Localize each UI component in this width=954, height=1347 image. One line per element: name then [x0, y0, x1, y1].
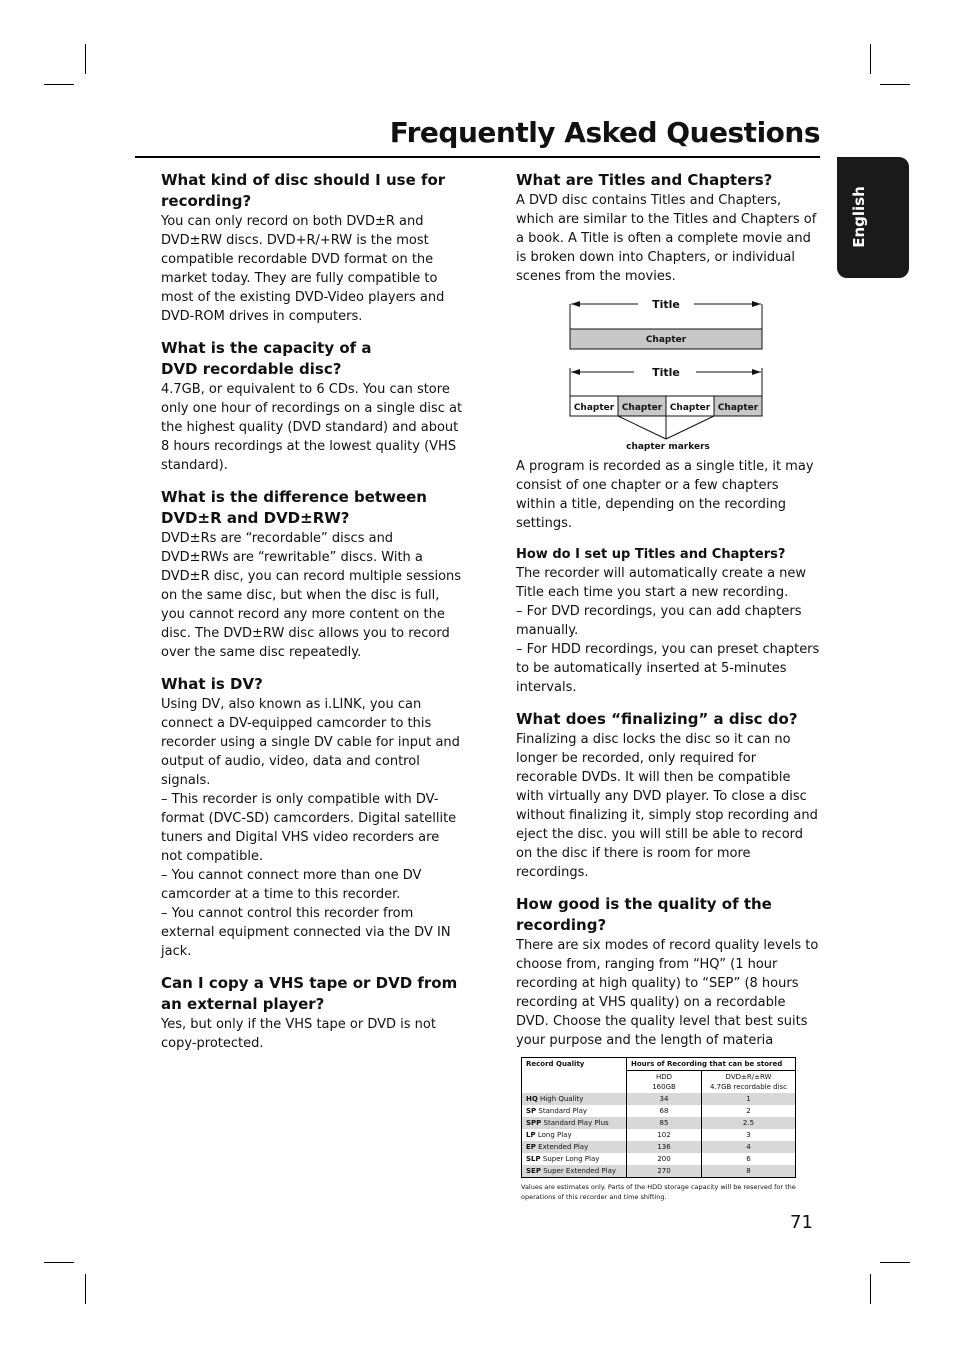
quality-mode-name: Long Play: [537, 1131, 572, 1139]
hdd-hours-cell: 200: [627, 1153, 702, 1165]
faq-answer: There are six modes of record quality levels to choose from, ranging from “HQ” (1 hour recording at high quality) to “SEP” (8 hours recording at VHS quality) on a recordable DVD. Choose the quality level that best suits your purpose and the length of materia: [516, 938, 819, 1048]
quality-mode-cell: [522, 1153, 627, 1165]
quality-mode-name: Extended Play: [538, 1143, 589, 1151]
table-row: [522, 1117, 796, 1129]
diagram-chapter-label: Chapter: [645, 335, 687, 345]
language-tab: [837, 157, 909, 278]
hdd-hours-cell: 68: [627, 1105, 702, 1117]
dvd-hours-cell: 6: [702, 1153, 796, 1165]
left-column: [161, 170, 463, 1053]
faq-question: Can I copy a VHS tape or DVD from an external player?: [161, 974, 458, 1013]
crop-mark: [85, 1274, 86, 1304]
diagram-chapter-text: Chapter: [573, 403, 615, 413]
titles-chapters-diagram: [566, 296, 766, 452]
table-row: [522, 1153, 796, 1165]
crop-mark: [870, 1274, 871, 1304]
faq-answer: – You cannot connect more than one DV camcorder at a time to this recorder.: [161, 868, 422, 902]
quality-mode-code: SP: [526, 1107, 537, 1115]
table-header-quality: Record Quality: [522, 1058, 627, 1094]
quality-mode-code: SLP: [526, 1155, 541, 1163]
quality-mode-cell: [522, 1093, 627, 1105]
hdd-hours-cell: 136: [627, 1141, 702, 1153]
faq-answer: – This recorder is only compatible with DV-format (DVC-SD) camcorders. Digital satellite tuners and Digital VHS video recorders are not compatible.: [161, 792, 457, 864]
title-divider: [135, 156, 820, 158]
dvd-hours-cell: 2.5: [702, 1117, 796, 1129]
page-number: 71: [790, 1212, 813, 1233]
faq-answer: – For DVD recordings, you can add chapters manually.: [516, 604, 802, 638]
diagram-markers-label: chapter markers: [626, 442, 710, 452]
diagram-chapter-text: Chapter: [621, 403, 663, 413]
table-row: [522, 1093, 796, 1105]
right-column-lower: [516, 457, 821, 1050]
quality-mode-name: Super Extended Play: [543, 1167, 617, 1175]
quality-mode-name: Super Long Play: [542, 1155, 600, 1163]
quality-mode-cell: [522, 1129, 627, 1141]
quality-mode-cell: [522, 1105, 627, 1117]
hdd-hours-cell: 102: [627, 1129, 702, 1141]
diagram-chapter-text: Chapter: [717, 403, 759, 413]
faq-answer: A program is recorded as a single title, it may consist of one chapter or a few chapters within a title, depending on the recording settings.: [516, 459, 814, 531]
faq-answer: A DVD disc contains Titles and Chapters, which are similar to the Titles and Chapters of a book. A Title is often a complete movie and is broken down into Chapters, or individual scenes from the movies.: [516, 193, 817, 284]
dvd-hours-cell: 2: [702, 1105, 796, 1117]
faq-question: How do I set up Titles and Chapters?: [516, 547, 786, 562]
table-header-hours: Hours of Recording that can be stored: [627, 1058, 796, 1071]
table-subheader-hdd: HDD 160GB: [652, 1073, 676, 1091]
dvd-hours-cell: 1: [702, 1093, 796, 1105]
faq-answer: Using DV, also known as i.LINK, you can connect a DV-equipped camcorder to this recorder using a single DV cable for input and output of audio, video, data and control signals.: [161, 697, 460, 788]
faq-question: What does “finalizing” a disc do?: [516, 710, 798, 728]
table-row: [522, 1141, 796, 1153]
faq-answer: You can only record on both DVD±R and DVD±RW discs. DVD+R/+RW is the most compatible recordable DVD format on the market today. They are fully compatible to most of the existing DVD-Video players and DVD-ROM drives in computers.: [161, 214, 445, 324]
faq-answer: – For HDD recordings, you can preset chapters to be automatically inserted at 5-minutes intervals.: [516, 642, 820, 695]
quality-mode-name: Standard Play: [538, 1107, 588, 1115]
faq-question: What kind of disc should I use for recording?: [161, 171, 446, 210]
table-row: [522, 1129, 796, 1141]
hdd-hours-cell: 85: [627, 1117, 702, 1129]
quality-mode-name: Standard Play Plus: [543, 1119, 609, 1127]
quality-mode-code: SPP: [526, 1119, 542, 1127]
dvd-hours-cell: 3: [702, 1129, 796, 1141]
quality-mode-code: HQ: [526, 1095, 538, 1103]
faq-answer: The recorder will automatically create a new Title each time you start a new recording.: [516, 566, 807, 600]
faq-answer: 4.7GB, or equivalent to 6 CDs. You can store only one hour of recordings on a single disc at the highest quality (DVD standard) and about 8 hours recordings at the lowest quality (VHS standard).: [161, 382, 463, 473]
faq-question: What is DV?: [161, 675, 263, 693]
faq-answer: DVD±Rs are “recordable” discs and DVD±RWs are “rewritable” discs. With a DVD±R disc, you can record multiple sessions on the same disc, but when the disc is full, you cannot record any more content on the disc. The DVD±RW disc allows you to record over the same disc repeatedly.: [161, 531, 462, 660]
crop-mark: [880, 1262, 910, 1263]
diagram-chapter-text: Chapter: [669, 403, 711, 413]
dvd-hours-cell: 8: [702, 1165, 796, 1178]
quality-mode-name: High Quality: [540, 1095, 584, 1103]
table-subheader-dvd: DVD±R/±RW 4.7GB recordable disc: [702, 1071, 796, 1094]
diagram-title-label: Title: [652, 366, 680, 379]
hdd-hours-cell: 34: [627, 1093, 702, 1105]
language-tab-label: English: [850, 186, 868, 248]
quality-mode-code: SEP: [526, 1167, 541, 1175]
table-row: [522, 1105, 796, 1117]
faq-answer: Finalizing a disc locks the disc so it can no longer be recorded, only required for recorable DVDs. It will then be compatible with virtually any DVD player. To close a disc without finalizing it, simply stop recording and eject the disc. you will still be able to record on the disc if there is room for more recordings.: [516, 732, 818, 880]
quality-mode-code: LP: [526, 1131, 536, 1139]
faq-question: How good is the quality of the recording?: [516, 895, 772, 934]
table-row: [522, 1165, 796, 1178]
crop-mark: [880, 84, 910, 85]
faq-answer: – You cannot control this recorder from external equipment connected via the DV IN jack.: [161, 906, 451, 959]
faq-answer: Yes, but only if the VHS tape or DVD is not copy-protected.: [161, 1017, 436, 1051]
faq-question: What is the difference between DVD±R and DVD±RW?: [161, 488, 427, 527]
quality-mode-code: EP: [526, 1143, 536, 1151]
crop-mark: [870, 44, 871, 74]
quality-mode-cell: [522, 1165, 627, 1178]
right-column: [516, 170, 821, 286]
table-footnote: Values are estimates only. Parts of the HDD storage capacity will be reserved for the operations of this recorder and time shifting.: [521, 1183, 796, 1201]
record-quality-table: [521, 1057, 796, 1202]
faq-question: What are Titles and Chapters?: [516, 171, 773, 189]
crop-mark: [85, 44, 86, 74]
dvd-hours-cell: 4: [702, 1141, 796, 1153]
page-title: Frequently Asked Questions: [389, 116, 820, 149]
quality-mode-cell: [522, 1141, 627, 1153]
quality-mode-cell: [522, 1117, 627, 1129]
hdd-hours-cell: 270: [627, 1165, 702, 1178]
crop-mark: [44, 1262, 74, 1263]
faq-question: What is the capacity of a DVD recordable disc?: [161, 339, 372, 378]
crop-mark: [44, 84, 74, 85]
diagram-title-label: Title: [652, 298, 680, 311]
